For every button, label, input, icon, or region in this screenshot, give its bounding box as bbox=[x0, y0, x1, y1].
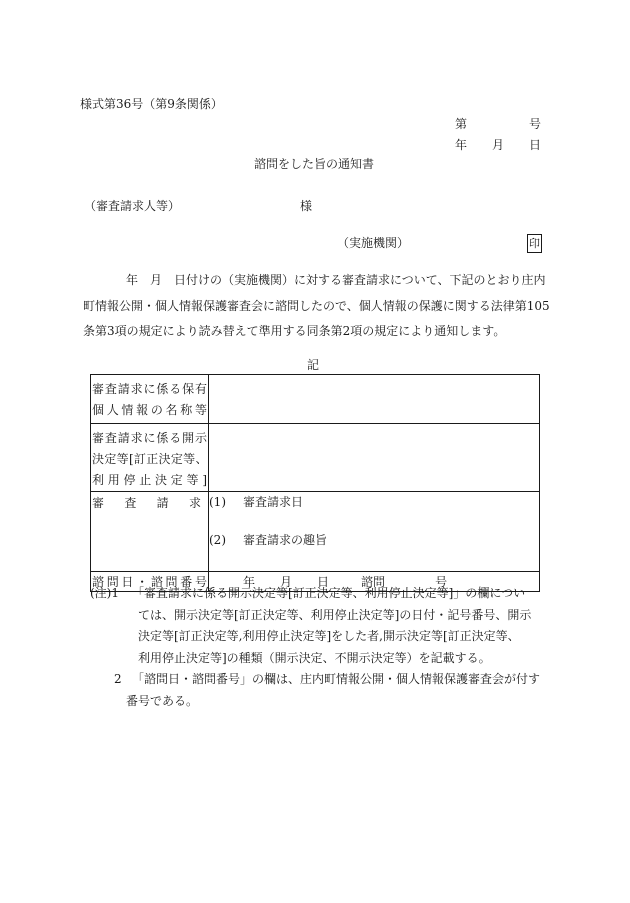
row4-day: 日 bbox=[317, 575, 330, 589]
row3-item-number: (2) bbox=[209, 533, 226, 547]
body-line: 条第3項の規定により読み替えて準用する同条第2項の規定により通知します。 bbox=[83, 324, 506, 338]
body-line: 年 月 日付けの（実施機関）に対する審査請求について、下記のとおり庄内 bbox=[126, 273, 546, 287]
row1-label-line: 個人情報の名称等 bbox=[92, 403, 207, 417]
seal-mark: 印 bbox=[527, 234, 542, 253]
header-month: 月 bbox=[492, 138, 505, 152]
header-day: 日 bbox=[529, 138, 542, 152]
body-line: 町情報公開・個人情報保護審査会に諮問したので、個人情報の保護に関する法律第105 bbox=[83, 298, 550, 313]
header-year: 年 bbox=[455, 138, 468, 152]
note1-first-line bbox=[90, 583, 550, 605]
row4-go: 号 bbox=[435, 575, 448, 589]
note1-line: ては、開示決定等[訂正決定等、利用停止決定等]の日付・記号番号、開示 bbox=[138, 607, 532, 622]
row4-month: 月 bbox=[280, 575, 293, 589]
row3-item-text: 審査請求の趣旨 bbox=[243, 533, 328, 547]
header-go: 号 bbox=[529, 117, 542, 131]
note2-first-line bbox=[90, 669, 550, 691]
row3-item-number: (1) bbox=[209, 495, 226, 509]
header-dai: 第 bbox=[455, 117, 468, 131]
row2-value bbox=[209, 424, 540, 492]
row1-label-line: 審査請求に係る保有 bbox=[92, 382, 207, 396]
row3-item-text: 審査請求日 bbox=[243, 495, 304, 509]
note2-line: 「諮問日・諮問番号」の欄は、庄内町情報公開・個人情報保護審査会が付す bbox=[132, 672, 541, 686]
row4-year: 年 bbox=[243, 575, 256, 589]
table-row bbox=[91, 424, 540, 492]
body-text bbox=[83, 268, 550, 345]
note1-line: 利用停止決定等]の種類（開示決定、不開示決定等）を記載する。 bbox=[138, 650, 491, 665]
note1-line: 「審査請求に係る開示決定等[訂正決定等、利用停止決定等]」の欄につい bbox=[132, 586, 526, 600]
table-row bbox=[91, 375, 540, 424]
row3-value bbox=[209, 492, 540, 572]
row2-label bbox=[91, 424, 209, 492]
note1-line: 決定等[訂正決定等,利用停止決定等]をした者,開示決定等[訂正決定等、 bbox=[138, 629, 520, 643]
table-row bbox=[91, 492, 540, 572]
ki-heading: 記 bbox=[307, 358, 320, 372]
row1-label bbox=[91, 375, 209, 424]
notes bbox=[90, 583, 550, 712]
form-number: 様式第36号（第9条関係） bbox=[80, 97, 223, 111]
row4-shimon: 諮問 bbox=[361, 575, 386, 589]
recipient-label: （審査請求人等） bbox=[84, 199, 181, 213]
row3-label bbox=[91, 492, 209, 572]
row2-label-line: 利用停止決定等] bbox=[92, 473, 207, 487]
document-title: 諮問をした旨の通知書 bbox=[254, 157, 375, 171]
row3-label-char: 請 bbox=[156, 496, 169, 510]
row1-value bbox=[209, 375, 540, 424]
sender-label: （実施機関） bbox=[337, 236, 410, 250]
row3-label-char: 求 bbox=[188, 496, 201, 510]
row4-label-text: 諮問日・諮問番号 bbox=[92, 575, 207, 589]
note2-number: 2 bbox=[114, 672, 122, 686]
row3-label-char: 査 bbox=[124, 496, 137, 510]
note1-prefix: (注)1 bbox=[90, 586, 119, 600]
row3-label-char: 審 bbox=[92, 496, 105, 510]
recipient-honorific: 様 bbox=[300, 199, 313, 213]
row2-label-line: 審査請求に係る開示 bbox=[92, 431, 207, 445]
form-table bbox=[90, 374, 540, 592]
row2-label-line: 決定等[訂正決定等、 bbox=[92, 452, 207, 466]
note2-line: 番号である。 bbox=[126, 693, 199, 708]
